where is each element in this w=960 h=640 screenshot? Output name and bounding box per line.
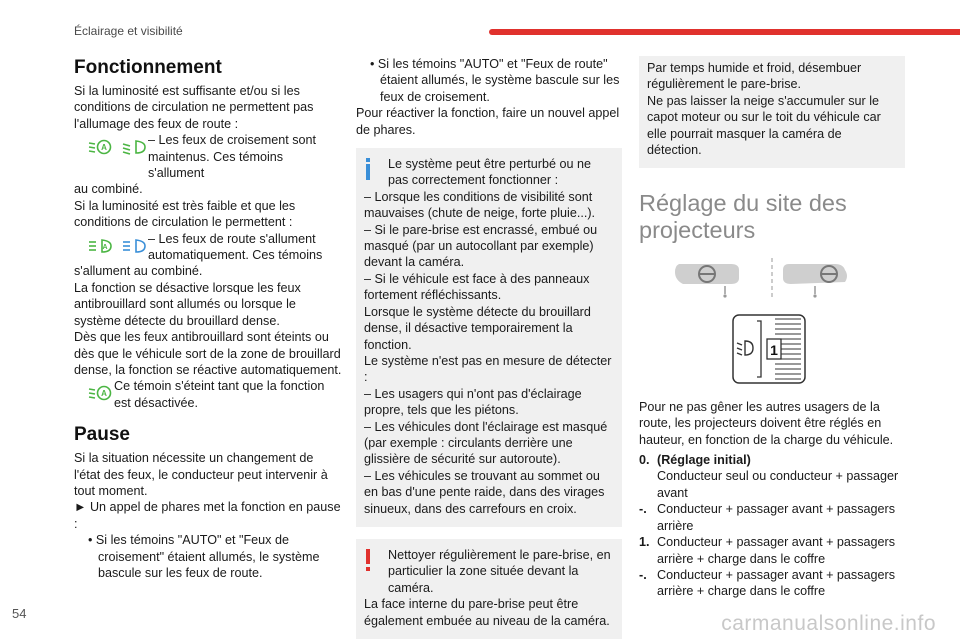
paragraph: La fonction se désactive lorsque les feux antibrouillard sont allumés ou lorsque le système détecte du brouillard dense. xyxy=(74,280,301,328)
header-accent-bar xyxy=(489,29,960,35)
info-icon xyxy=(365,158,371,180)
indicator-icons xyxy=(74,132,148,162)
paragraph: Si la luminosité est suffisante et/ou si les conditions de circulation ne permettent pas l'allumage des feux de route : xyxy=(74,84,314,131)
paragraph: au combiné. xyxy=(74,182,143,197)
list-number: 0. xyxy=(639,453,650,468)
column-middle xyxy=(356,56,622,639)
heading-pause: Pause xyxy=(74,424,130,446)
auto-low-beam-icon xyxy=(88,139,112,155)
warning-icon xyxy=(365,549,371,571)
list-number: -. xyxy=(639,502,647,517)
list-item xyxy=(639,567,905,600)
heading-reglage: Réglage du site des projecteurs xyxy=(639,190,847,244)
paragraph: Pour réactiver la fonction, faire un nouvel appel de phares. xyxy=(356,106,620,137)
indicator-row-auto xyxy=(74,378,342,411)
note-line: Ne pas laisser la neige s'accumuler sur le capot moteur ou sur le toit du véhicule car elle pourrait masquer la caméra de détection. xyxy=(647,93,881,158)
info-line: – Les véhicules dont l'éclairage est masqué (par exemple : circulants derrière une glissière de sécurité sur autoroute). xyxy=(364,419,608,467)
list-number: -. xyxy=(639,567,647,582)
note-line: Par temps humide et froid, désembuer régulièrement le pare-brise. xyxy=(647,61,862,92)
auto-low-beam-icon xyxy=(88,385,112,401)
list-item: • Si les témoins "AUTO" et "Feux de croisement" étaient allumés, le système bascule sur les feux de route. xyxy=(88,533,320,580)
warning-line: Nettoyer régulièrement le pare-brise, en particulier la zone située devant la caméra. xyxy=(388,547,611,595)
paragraph: Si la situation nécessite un changement de l'état des feux, le conducteur peut intervenir à tout moment. xyxy=(74,451,328,498)
info-line: Le système n'est pas en mesure de détecter : xyxy=(364,353,612,385)
paragraph: Ce témoin s'éteint tant que la fonction est désactivée. xyxy=(114,379,325,410)
paragraph: Dès que les feux antibrouillard sont éteints ou dès que le véhicule sort de la zone de brouillard dense, la fonction se réactive automatiquement. xyxy=(74,330,342,377)
list-desc: Conducteur + passager avant + passagers arrière + charge dans le coffre xyxy=(657,567,896,599)
list-item: • Si les témoins "AUTO" et "Feux de route" étaient allumés, le système bascule sur les feux de croisement. xyxy=(370,57,620,104)
list-desc: Conducteur seul ou conducteur + passager avant xyxy=(657,469,899,500)
paragraph: s'allument au combiné. xyxy=(74,264,203,279)
indicator-icons xyxy=(74,378,114,408)
list-item xyxy=(639,452,905,501)
low-beam-icon xyxy=(122,139,146,155)
list-number: 1. xyxy=(639,535,650,550)
headlight-illustration xyxy=(639,256,905,384)
column-right xyxy=(639,56,905,600)
warning-line: La face interne du pare-brise peut être également embuée au niveau de la caméra. xyxy=(364,597,610,628)
indicator-icons xyxy=(74,231,148,261)
high-beam-icon xyxy=(122,238,146,254)
info-line: – Les usagers qui n'ont pas d'éclairage propre, tels que les piétons. xyxy=(364,386,582,418)
info-line: – Si le pare-brise est encrassé, embué ou masqué (par un autocollant par exemple) devant la caméra. xyxy=(364,222,598,270)
list-text xyxy=(657,452,905,501)
dial-value: 1 xyxy=(770,341,778,358)
list-desc: Conducteur + passager avant + passagers arrière + charge dans le coffre xyxy=(657,535,896,566)
info-line: – Lorsque les conditions de visibilité sont mauvaises (chute de neige, forte pluie...). xyxy=(364,189,596,221)
warning-box xyxy=(356,539,622,639)
heading-fonctionnement: Fonctionnement xyxy=(74,57,222,78)
watermark: carmanualsonline.info xyxy=(721,612,936,635)
info-line: – Les véhicules se trouvant au sommet ou en bas d'une pente raide, dans des virages sinueux, dans des carrefours en croix. xyxy=(364,468,605,516)
list-title: (Réglage initial) xyxy=(657,453,751,468)
info-box xyxy=(356,148,622,527)
paragraph: – Les feux de route s'allument automatiquement. Ces témoins xyxy=(148,231,323,263)
column-left xyxy=(74,56,342,581)
info-line: Lorsque le système détecte du brouillard dense, il désactive temporairement la fonction. xyxy=(364,304,591,352)
paragraph: Pour ne pas gêner les autres usagers de la route, les projecteurs doivent être réglés en hauteur, en fonction de la charge du véhicule. xyxy=(639,399,894,447)
info-line: – Si le véhicule est face à des panneaux fortement réfléchissants. xyxy=(364,271,590,303)
svg-text:A: A xyxy=(102,243,108,251)
paragraph: Si la luminosité est très faible et que les conditions de circulation le permettent : xyxy=(74,198,296,230)
indicator-row-high-beam xyxy=(74,231,342,264)
auto-high-beam-icon xyxy=(88,238,112,254)
info-line: Le système peut être perturbé ou ne pas correctement fonctionner : xyxy=(388,157,592,188)
dial-icon xyxy=(731,313,807,385)
list-item xyxy=(639,501,905,534)
paragraph: ► Un appel de phares met la fonction en pause : xyxy=(74,500,341,531)
adjust-dial[interactable] xyxy=(731,313,807,385)
svg-text:A: A xyxy=(101,389,107,399)
list-desc: Conducteur + passager avant + passagers arrière xyxy=(657,502,896,533)
section-title: Éclairage et visibilité xyxy=(74,24,183,38)
headlamp-diagram-icon xyxy=(639,256,905,300)
paragraph: – Les feux de croisement sont maintenus. Ces témoins s'allument xyxy=(148,133,317,181)
note-box xyxy=(639,56,905,168)
list-item xyxy=(639,534,905,567)
svg-text:A: A xyxy=(101,143,107,153)
setting-list xyxy=(639,452,905,600)
page-number: 54 xyxy=(12,606,27,621)
indicator-row-low-beam xyxy=(74,132,342,181)
